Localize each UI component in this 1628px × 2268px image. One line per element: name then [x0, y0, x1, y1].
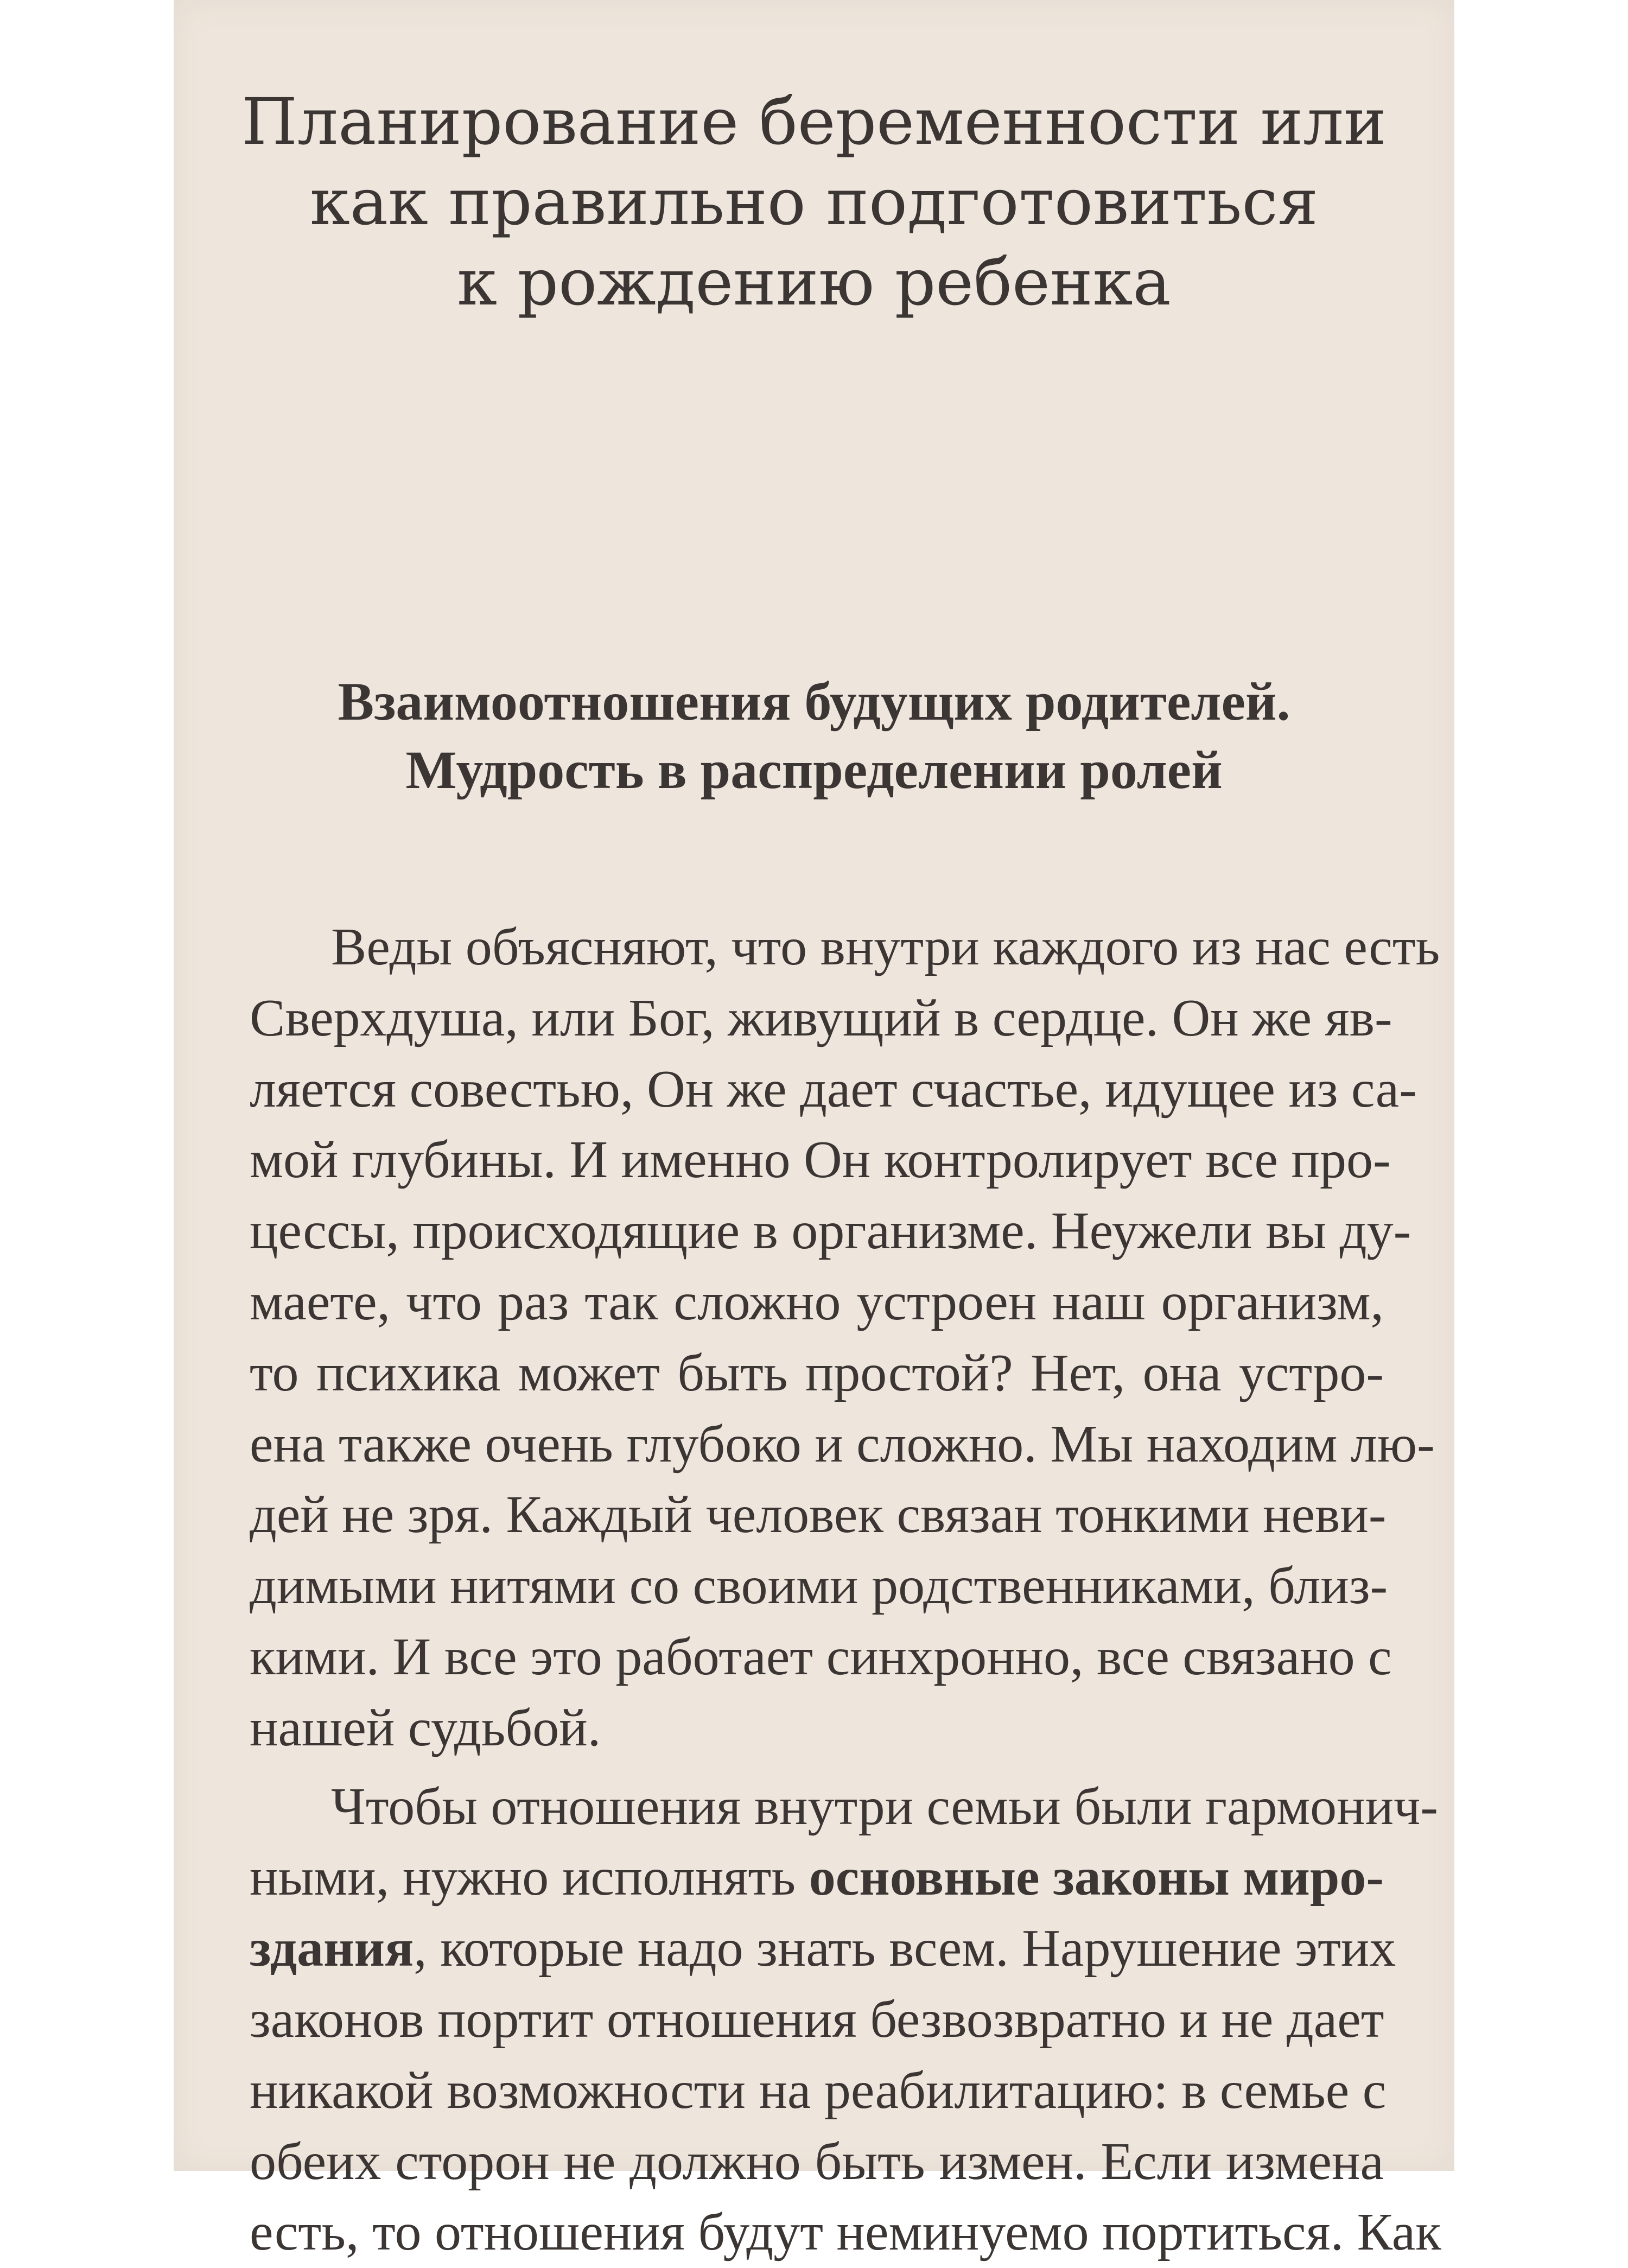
text-line: Чтобы отношения внутри семьи были гармонич-: [331, 1777, 1438, 1836]
text-line: [250, 1842, 1384, 1913]
text-line: Веды объясняют, что внутри каждого из нас есть: [331, 918, 1440, 976]
text-line: [250, 1913, 1396, 1984]
paragraph-2: [250, 1771, 1441, 2268]
text-line: ена также очень глубоко и сложно. Мы находим лю-: [250, 1414, 1435, 1473]
text-line: кими. И все это работает синхронно, все связано с: [250, 1627, 1392, 1686]
chapter-title-line: к рождению ребенка: [457, 245, 1171, 320]
chapter-title: [174, 81, 1454, 322]
chapter-title-line: как правильно подготовиться: [309, 164, 1319, 239]
text-line: то психика может быть простой? Нет, она устро-: [250, 1343, 1384, 1402]
text-line: нашей судьбой.: [250, 1698, 601, 1757]
text-line: есть, то отношения будут неминуемо портиться. Как: [250, 2203, 1441, 2262]
paragraph-gap: [250, 1764, 1384, 1771]
text-line: мой глубины. И именно Он контролирует все про-: [250, 1130, 1391, 1190]
text-run: , которые надо знать всем. Нарушение этих: [414, 1919, 1396, 1978]
text-line: дей не зря. Каждый человек связан тонкими неви-: [250, 1485, 1387, 1545]
paragraph-1: [250, 912, 1440, 1764]
body-text: [250, 912, 1441, 2268]
bold-phrase: здания: [250, 1919, 414, 1978]
text-line: ляется совестью, Он же дает счастье, идущее из са-: [250, 1059, 1417, 1119]
text-line: Сверхдуша, или Бог, живущий в сердце. Он же яв-: [250, 988, 1392, 1047]
text-line: обеих сторон не должно быть измен. Если измена: [250, 2132, 1384, 2191]
text-run: ными, нужно исполнять: [250, 1848, 809, 1907]
section-heading-line: Мудрость в распределении ролей: [405, 740, 1223, 800]
bold-phrase: основные законы миро-: [809, 1848, 1384, 1907]
text-line: маете, что раз так сложно устроен наш организм,: [250, 1272, 1384, 1331]
text-line: цессы, происходящие в организме. Неужели вы ду-: [250, 1202, 1411, 1261]
text-line: димыми нитями со своими родственниками, близ-: [250, 1557, 1388, 1616]
chapter-title-line: Планирование беременности или: [241, 84, 1387, 159]
book-page: [174, 0, 1454, 2262]
text-line: законов портит отношения безвозвратно и не дает: [250, 1990, 1384, 2049]
section-heading-line: Взаимоотношения будущих родителей.: [338, 671, 1290, 732]
text-line: никакой возможности на реабилитацию: в семье с: [250, 2061, 1387, 2120]
section-heading: [174, 668, 1454, 804]
